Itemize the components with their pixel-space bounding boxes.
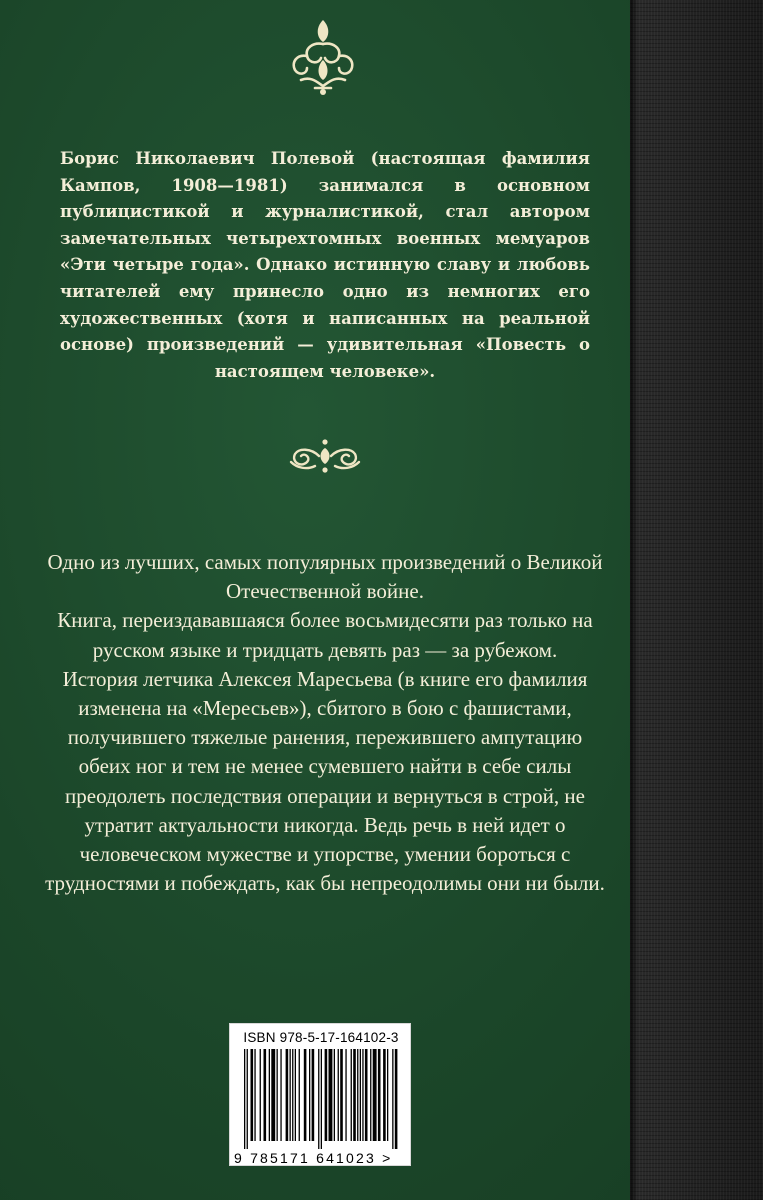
barcode-stripe: [362, 1049, 363, 1141]
barcode-stripe: [251, 1049, 254, 1141]
barcode-stripe: [299, 1049, 300, 1141]
barcode-stripe: [325, 1049, 328, 1141]
barcode-stripe: [309, 1049, 310, 1141]
barcode-stripe: [321, 1049, 322, 1149]
barcode-stripe: [244, 1049, 245, 1149]
book-description: [40, 548, 610, 898]
barcode-stripe: [260, 1049, 261, 1141]
barcode-stripe: [295, 1049, 296, 1141]
fleuron-flourish-icon: [285, 14, 361, 96]
barcode-stripe: [353, 1049, 356, 1141]
barcode-icon: [244, 1049, 398, 1149]
barcode-stripe: [370, 1049, 371, 1141]
author-biography-text: Борис Николаевич Полевой (настоящая фамилия Кампов, 1908—1981) занимался в основном публицистикой и журналистикой, стал автором замечательных четырехтомных военных мемуаров «Эти четыре года». Однако истинную славу и любовь читателей ему принесло одно из немногих его художественных (хотя и написанных на реальной основе) произведений — удивительная «Повесть о настоящем человеке».: [60, 149, 590, 381]
description-paragraph: Книга, переиздававшаяся более восьмидесяти раз только на русском языке и тридцать девять раз — за рубежом.: [57, 608, 593, 662]
barcode-stripe: [264, 1049, 267, 1141]
barcode-stripe: [290, 1049, 291, 1141]
scroll-divider-icon: [285, 438, 365, 474]
barcode-digits: 9 785171 641023 >: [234, 1150, 393, 1166]
barcode-stripe: [247, 1049, 248, 1149]
barcode-stripe: [304, 1049, 307, 1141]
barcode-stripe: [280, 1049, 281, 1141]
isbn-number: ISBN 978-5-17-164102-3: [243, 1030, 399, 1045]
barcode-stripe: [338, 1049, 339, 1141]
barcode-stripe: [365, 1049, 368, 1141]
barcode-stripe: [318, 1049, 319, 1149]
author-biography: [60, 146, 590, 385]
barcode-stripe: [277, 1049, 278, 1141]
barcode-stripe: [271, 1049, 275, 1141]
description-paragraph: История летчика Алексея Маресьева (в книге его фамилия изменена на «Мересьев»), сбитого в бою с фашистами, получившего тяжелые ранения, пережившего ампутацию обеих ног и тем не менее сумевшего найти в себе силы преодолеть последствия операции и вернуться в строй, не утратит актуальности никогда. Ведь речь в ней идет о человеческом мужестве и упорстве, умении бороться с трудностями и побеждать, как бы непреодолимы они ни были.: [45, 666, 605, 896]
barcode-stripe: [383, 1049, 386, 1141]
barcode-stripe: [360, 1049, 361, 1141]
barcode-stripe: [312, 1049, 315, 1141]
barcode-stripe: [378, 1049, 381, 1141]
barcode-stripe: [345, 1049, 346, 1141]
barcode-stripe: [395, 1049, 398, 1149]
barcode-stripe: [286, 1049, 289, 1141]
barcode-stripe: [329, 1049, 333, 1141]
barcode-stripe: [351, 1049, 352, 1141]
barcode-stripe: [387, 1049, 388, 1141]
barcode-stripe: [340, 1049, 343, 1141]
description-paragraph: Одно из лучших, самых популярных произведений о Великой Отечественной войне.: [47, 550, 603, 604]
barcode-stripe: [254, 1049, 255, 1141]
barcode-stripe: [269, 1049, 270, 1141]
barcode-stripe: [357, 1049, 358, 1141]
isbn-barcode-label: [229, 1023, 411, 1166]
book-spine-edge: [630, 0, 763, 1200]
barcode-stripe: [292, 1049, 293, 1141]
barcode-stripe: [392, 1049, 393, 1149]
barcode-stripe: [373, 1049, 377, 1141]
barcode-stripe: [334, 1049, 335, 1141]
